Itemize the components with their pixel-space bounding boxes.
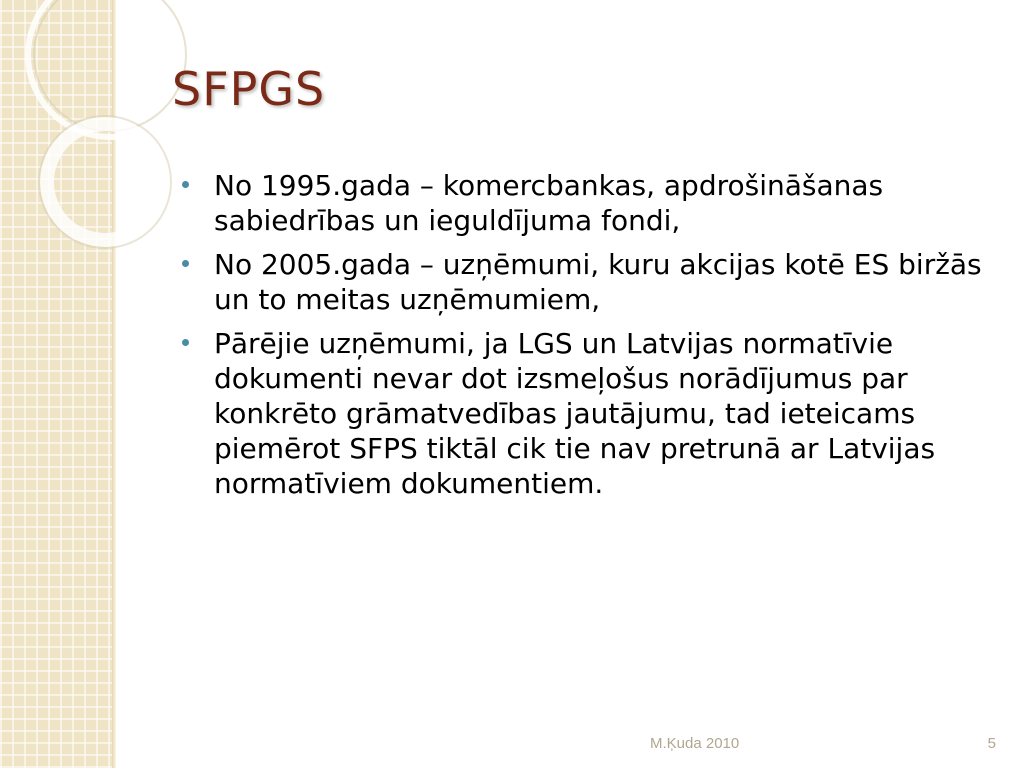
bullet-item (182, 247, 997, 317)
slide-number: 5 (987, 735, 996, 752)
bullet-text: Pārējie uzņēmumi, ja LGS un Latvijas normatīvie dokumenti nevar dot izsmeļošus norādījumus par konkrēto grāmatvedības jautājumu, tad ieteicams piemērot SFPS tiktāl cik tie nav pretrunā ar Latvijas normatīviem dokumentiem. (214, 327, 936, 500)
side-panel-edge (112, 0, 116, 768)
bullet-dot-icon (182, 260, 189, 267)
bullet-item (182, 168, 997, 238)
bullet-item (182, 326, 997, 501)
bullet-text: No 2005.gada – uzņēmumi, kuru akcijas kotē ES biržās un to meitas uzņēmumiem, (214, 248, 982, 316)
bullet-dot-icon (182, 181, 189, 188)
footer-author-date: M.Ķuda 2010 (650, 735, 740, 752)
bullet-text: No 1995.gada – komercbankas, apdrošināšanas sabiedrības un ieguldījuma fondi, (214, 169, 884, 237)
slide-title: SFPGS (172, 62, 326, 116)
bullet-list (182, 168, 997, 510)
bullet-dot-icon (182, 339, 189, 346)
decorative-side-panel (0, 0, 112, 768)
